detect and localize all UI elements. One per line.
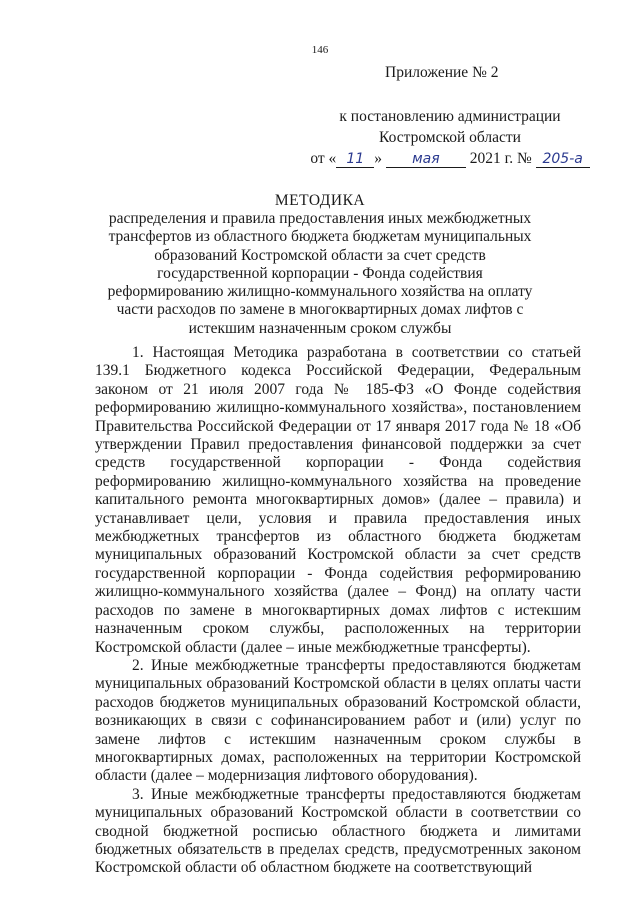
- page-number: 146: [311, 44, 329, 56]
- methodology-title: МЕТОДИКА: [274, 192, 366, 209]
- paragraph-1: 1. Настоящая Методика разработана в соответствии со статьей 139.1 Бюджетного кодекса Российской Федерации, Федеральным законом от 21 июля 2007 года № 185-ФЗ «О Фонде содействия реформированию жилищно-коммунального хозяйства», постановлением Правительства Российской Федерации от 17 января 2017 года № 18 «Об утверждении Правил предоставления финансовой поддержки за счет средств государственной корпорации - Фонда содействия реформированию жилищно-коммунального хозяйства на проведение капитального ремонта многоквартирных домов» (далее – правила) и устанавливает цели, условия и правила предоставления иных межбюджетных трансфертов из областного бюджета бюджетам муниципальных образований Костромской области за счет средств государственной корпорации - Фонда содействия реформированию жилищно-коммунального хозяйства (далее – Фонд) на оплату части расходов по замене в многоквартирных домах лифтов с истекшим назначенным сроком службы, расположенных на территории Костромской области (далее – иные межбюджетные трансферты).: [95, 344, 581, 656]
- appendix-title: Приложение № 2: [385, 64, 499, 81]
- handwritten-day: 11: [336, 151, 374, 168]
- appendix-region-line: Костромской области: [379, 129, 521, 146]
- paragraph-3: 3. Иные межбюджетные трансферты предоставляются бюджетам муниципальных образований Костромской области в соответствии со сводной бюджетной росписью областного бюджета и лимитами бюджетных обязательств в пределах средств, предусмотренных законом Костромской области об областном бюджете на соответствующий: [95, 785, 581, 877]
- date-prefix: от «: [310, 150, 337, 167]
- paragraph-2: 2. Иные межбюджетные трансферты предоставляются бюджетам муниципальных образований Костромской области в целях оплаты части расходов бюджетов муниципальных образований Костромской области, возникающих в связи с софинансированием работ и (или) услуг по замене лифтов с истекшим назначенным сроком службы в многоквартирных домах, расположенных на территории Костромской области (далее – модернизация лифтового оборудования).: [95, 656, 581, 785]
- handwritten-resolution-number: 205-а: [536, 151, 590, 168]
- appendix-resolution-line: к постановлению администрации: [339, 108, 561, 125]
- date-quote-close: »: [374, 150, 383, 167]
- document-body: [95, 344, 581, 878]
- year-and-number-label: 2021 г. №: [469, 150, 532, 167]
- handwritten-month: мая: [386, 151, 466, 168]
- resolution-date-line: [300, 148, 600, 169]
- appendix-header: [300, 106, 600, 169]
- methodology-subtitle: распределения и правила предоставления иных межбюджетных трансфертов из областного бюджета бюджетам муниципальных образований Костромской области за счет средств государственной корпорации - Фонда содействия реформированию жилищно-коммунального хозяйства на оплату части расходов по замене в многоквартирных домах лифтов с истекшим назначенным сроком службы: [107, 210, 533, 337]
